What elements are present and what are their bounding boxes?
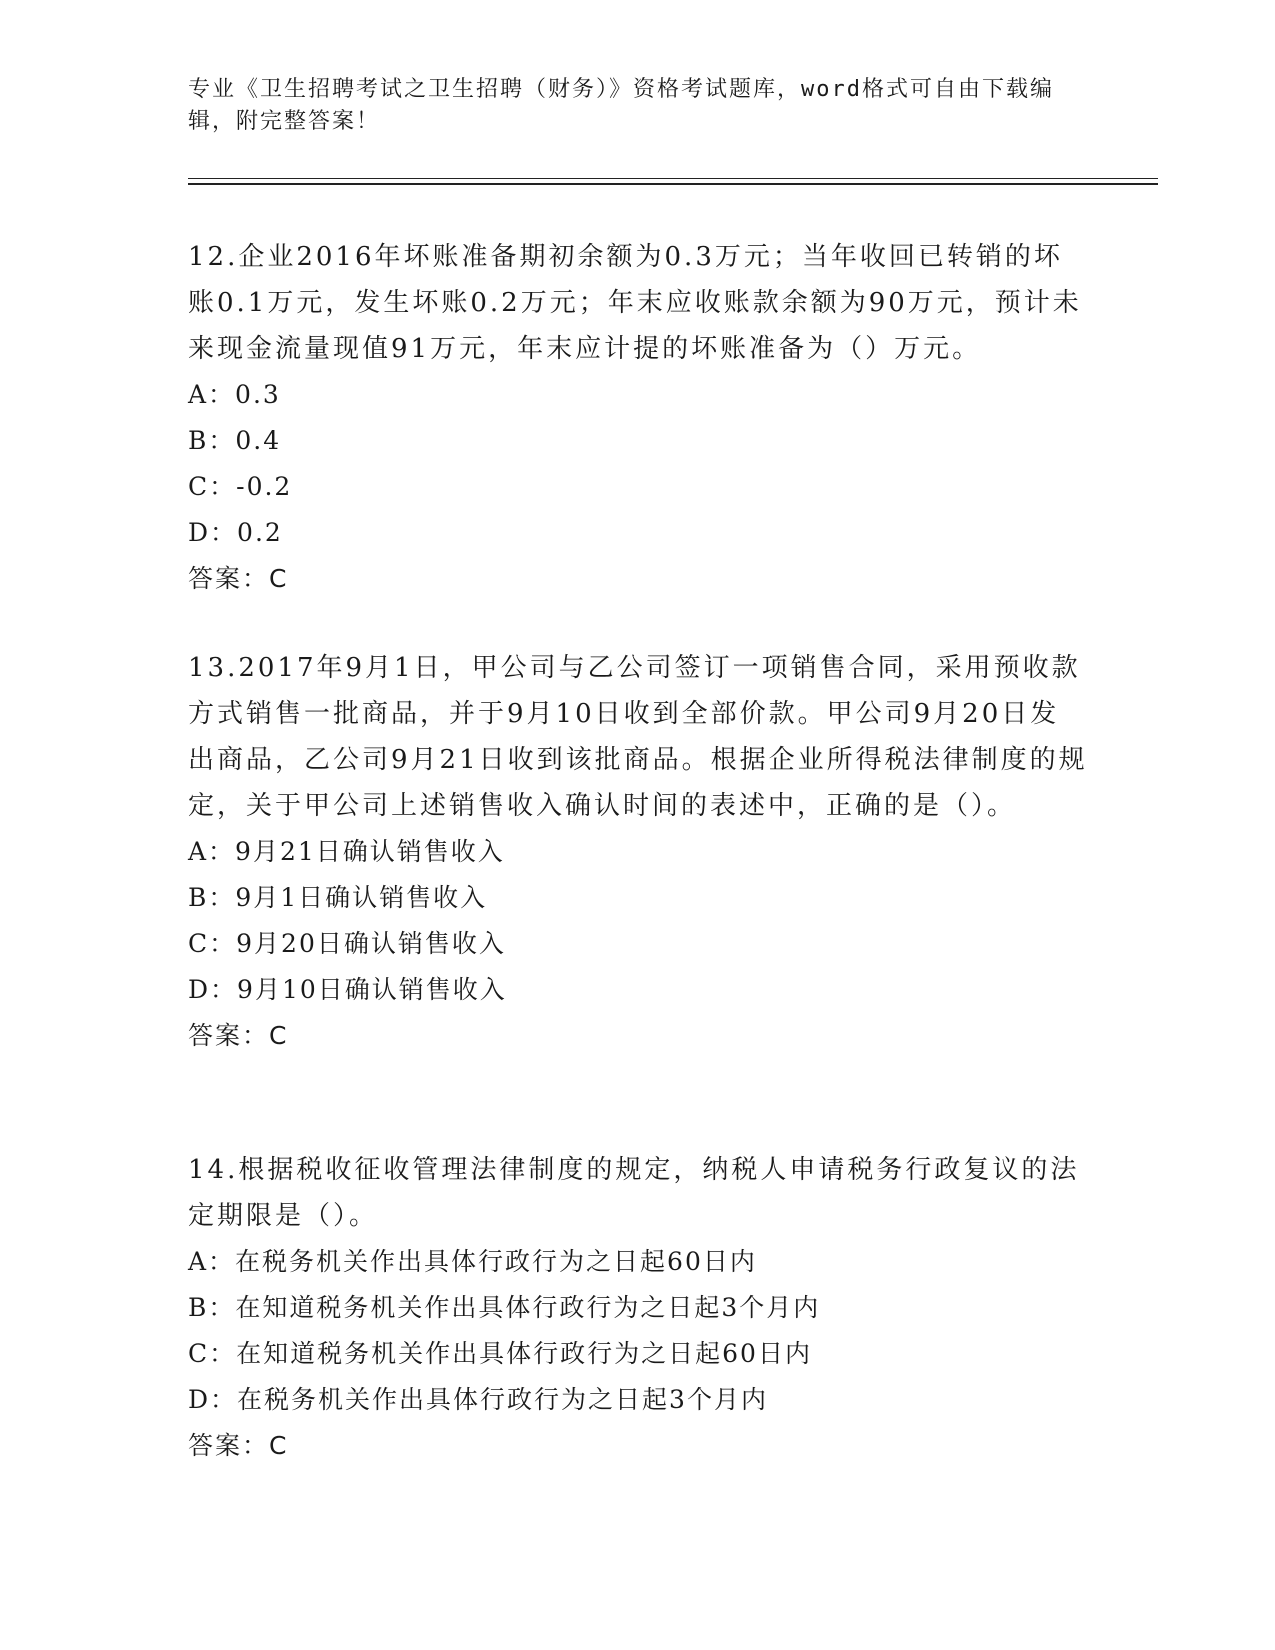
question-stem: 14.根据税收征收管理法律制度的规定，纳税人申请税务行政复议的法定期限是（）。 — [188, 1155, 1080, 1231]
header-divider-top — [188, 178, 1158, 179]
question-stem: 13.2017年9月1日，甲公司与乙公司签订一项销售合同，采用预收款方式销售一批商品，并于9月10日收到全部价款。甲公司9月20日发出商品，乙公司9月21日收到该批商品。根据企业所得税法律制度的规定，关于甲公司上述销售收入确认时间的表述中，正确的是（）。 — [188, 653, 1088, 821]
option-c: C：9月20日确认销售收入 — [188, 929, 506, 958]
option-b: B：9月1日确认销售收入 — [188, 883, 488, 912]
option-a: A：在税务机关作出具体行政行为之日起60日内 — [188, 1247, 757, 1276]
option-b: B：0.4 — [188, 426, 282, 455]
question-14 — [188, 1147, 1088, 1469]
option-d: D：在税务机关作出具体行政行为之日起3个月内 — [188, 1385, 768, 1414]
option-a: A：9月21日确认销售收入 — [188, 837, 505, 866]
answer: 答案：C — [188, 564, 289, 593]
option-b: B：在知道税务机关作出具体行政行为之日起3个月内 — [188, 1293, 821, 1322]
question-stem: 12.企业2016年坏账准备期初余额为0.3万元；当年收回已转销的坏账0.1万元，发生坏账0.2万元；年末应收账款余额为90万元，预计未来现金流量现值91万元，年末应计提的坏账准备为（）万元。 — [188, 242, 1082, 364]
option-d: D：0.2 — [188, 518, 283, 547]
answer: 答案：C — [188, 1021, 289, 1050]
question-13 — [188, 645, 1088, 1059]
option-a: A：0.3 — [188, 380, 281, 409]
option-c: C：在知道税务机关作出具体行政行为之日起60日内 — [188, 1339, 812, 1368]
option-c: C：-0.2 — [188, 472, 293, 501]
option-d: D：9月10日确认销售收入 — [188, 975, 507, 1004]
header-divider-bottom — [188, 183, 1158, 185]
answer: 答案：C — [188, 1431, 289, 1460]
question-12 — [188, 234, 1088, 602]
document-header: 专业《卫生招聘考试之卫生招聘（财务）》资格考试题库，word格式可自由下载编辑，附完整答案！ — [188, 77, 1054, 134]
